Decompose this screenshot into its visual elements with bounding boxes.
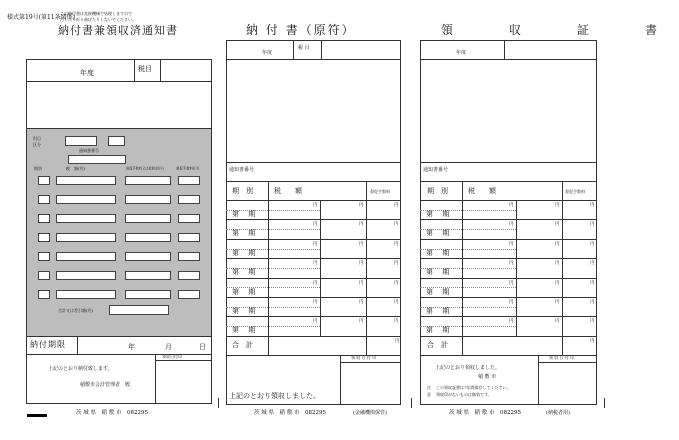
middle-col-tesuryo: 督促手数料 [370,189,390,194]
stub-notice-line2: 汚したり折り曲げたりしないでください。 [60,17,136,22]
right-yen: 円 [509,300,514,305]
stub-total-label: 合計又は差引額(円) [58,308,94,313]
right-yen: 円 [509,222,514,228]
middle-receipt-stamp: 領 収 日 付 印 [351,355,377,360]
middle-zeimoku: 税 目 [298,45,310,51]
right-yen: 円 [555,280,560,286]
right-yen: 円 [590,203,595,208]
stub-entai-box [125,176,171,185]
right-title: 領 収 証 書 [441,23,679,37]
right-yen: 円 [509,241,514,247]
right-yen: 円 [590,241,595,247]
stub-kibetsu-box [38,176,50,185]
stub-deadline-label: 納付期限 [30,340,66,349]
middle-yen: 円 [394,222,399,228]
stub-footer-bar [27,414,47,417]
stub-tokusoku-box [178,195,200,204]
stub-notice-line1: この納付書は直接機械で処理しますので [60,11,132,16]
stub-nendo: 年度 [80,69,94,77]
right-period-label: 第 期 [426,287,450,296]
right-yen: 円 [555,319,560,325]
middle-yen: 円 [394,319,399,325]
stub-tokusoku-box [178,252,200,261]
middle-total-label: 合 計 [232,341,253,349]
middle-total-yen: 円 [395,339,400,344]
middle-footer: 茨 城 県 稲 敷 市 082295 [254,410,326,416]
middle-title: 納 付 書（原符） [246,23,356,37]
right-yen: 円 [555,203,560,208]
middle-period-label: 第 期 [232,268,256,277]
right-city: 稲 敷 市 [478,374,497,380]
stub-zeigaku-box [56,271,116,280]
stub-title: 納付書兼領収済通知書 [58,24,178,37]
middle-period-label: 第 期 [232,210,256,218]
middle-yen: 円 [313,319,318,325]
stub-received-text: 上記のとおり納付致します。 [48,366,113,372]
middle-yen: 円 [313,222,318,228]
right-footer-note: (納税者用) [546,410,570,416]
right-period-label: 第 期 [426,307,450,315]
stub-treasurer: 稲敷市会計管理者 殿 [80,382,131,388]
stub-footer: 茨 城 県 稲 敷 市 082295 [76,410,148,416]
stub-kibetsu-box [38,214,50,223]
right-period-label: 第 期 [426,210,450,218]
stub-col-kibetsu: 期別 [34,166,42,171]
stub-tokusoku-box [178,176,200,185]
stub-receipt-stamp: 領収日付印 [162,354,182,359]
stub-entai-box [125,195,171,204]
middle-yen: 円 [313,280,318,286]
stub-total-box [109,305,169,315]
middle-yen: 円 [359,261,364,267]
stub-tokusoku-box [178,290,200,299]
middle-period-label: 第 期 [232,307,256,315]
right-yen: 円 [555,300,560,305]
right-period-label: 第 期 [426,229,450,238]
right-col-tesuryo: 督促手数料 [565,189,585,194]
right-yen: 円 [590,222,595,228]
right-yen: 円 [590,261,595,267]
right-col-kibetsu: 期 別 [427,187,448,195]
right-yen: 円 [555,261,560,267]
right-yen: 円 [509,203,514,208]
right-yen: 円 [590,300,595,305]
stub-zeigaku-box [56,290,116,299]
stub-kamoku-box2 [108,136,125,146]
stub-entai-box [125,252,171,261]
stub-kibetsu-box [38,290,50,299]
right-period-label: 第 期 [426,326,450,335]
right-note-label1: 注 [427,385,431,390]
stub-entai-box [125,233,171,242]
right-total-label: 合 計 [427,341,448,349]
right-note2: 領収印がないものは無効です。 [436,392,492,397]
right-yen: 円 [555,241,560,247]
middle-yen: 円 [394,203,399,208]
right-yen: 円 [555,222,560,228]
stub-tokusoku-box [178,271,200,280]
right-receipt-stamp: 領 収 日 付 印 [549,355,575,360]
middle-period-label: 第 期 [232,287,256,296]
stub-deadline-day: 日 [199,343,206,351]
stub-entai-box [125,290,171,299]
stub-col-zeigaku: 税 額(円) [66,166,86,171]
stub-kibetsu-box [38,195,50,204]
right-yen: 円 [590,319,595,325]
middle-footer-note: (金融機関保管) [353,410,387,416]
middle-period-label: 第 期 [232,248,256,257]
stub-kibetsu-box [38,271,50,280]
middle-yen: 円 [359,300,364,305]
middle-tsuchisho: 通知書番号 [229,167,255,173]
middle-yen: 円 [394,241,399,247]
right-total-yen: 円 [590,339,595,344]
right-yen: 円 [509,319,514,325]
middle-yen: 円 [394,280,399,286]
stub-kibetsu-box [38,252,50,261]
stub-entai-box [125,271,171,280]
stub-zeigaku-box [56,195,116,204]
stub-zeimoku: 税目 [138,65,152,73]
stub-col-tokusoku: 督促手数料(円) [176,166,200,171]
right-yen: 円 [590,280,595,286]
stub-zeigaku-box [56,233,116,242]
middle-yen: 円 [359,319,364,325]
stub-tokusoku-box [178,233,200,242]
stub-deadline-year: 年 [128,343,135,351]
right-note-label2: 意 [427,392,431,397]
middle-yen: 円 [313,203,318,208]
middle-nendo: 年度 [262,50,273,56]
middle-col-zeigaku: 税 額 [274,187,302,195]
stub-entai-box [125,214,171,223]
middle-received-text: 上記のとおり領収しました。 [229,392,320,400]
stub-col-entai: 督促手数料又は延滞金(円) [126,166,164,171]
stub-kamoku-label: 科目区分 [33,136,41,147]
stub-zeigaku-box [56,214,116,223]
right-footer: 茨 城 県 稲 敷 市 082295 [449,410,521,416]
right-period-label: 第 期 [426,268,450,277]
right-note1: この領収証書は7年間保存してください。 [436,385,511,390]
middle-yen: 円 [359,241,364,247]
middle-col-kibetsu: 期 別 [232,187,253,195]
stub-zeigaku-box [56,176,116,185]
stub-kibetsu-box [38,233,50,242]
right-received-text: 上記のとおり領収しました。 [435,365,501,371]
right-tsuchisho: 通知書番号 [423,167,449,173]
stub-tokusoku-box [178,214,200,223]
right-yen: 円 [509,261,514,267]
stub-kamoku-box1 [65,136,97,146]
right-period-label: 第 期 [426,248,450,257]
middle-yen: 円 [359,203,364,208]
middle-yen: 円 [394,300,399,305]
right-yen: 円 [509,280,514,286]
right-nendo: 年度 [456,50,467,56]
stub-tsuchisho-box [68,155,126,164]
middle-yen: 円 [359,222,364,228]
stub-deadline-month: 月 [165,343,172,351]
middle-yen: 円 [313,300,318,305]
middle-yen: 円 [359,280,364,286]
middle-yen: 円 [313,261,318,267]
middle-yen: 円 [313,241,318,247]
right-col-zeigaku: 税 額 [468,187,496,195]
form-number: 様式第19号(第11条関係) [7,14,75,21]
middle-yen: 円 [394,261,399,267]
stub-zeigaku-box [56,252,116,261]
middle-period-label: 第 期 [232,326,256,335]
stub-tsuchisho-label: 通知書番号 [79,148,99,153]
middle-period-label: 第 期 [232,229,256,238]
